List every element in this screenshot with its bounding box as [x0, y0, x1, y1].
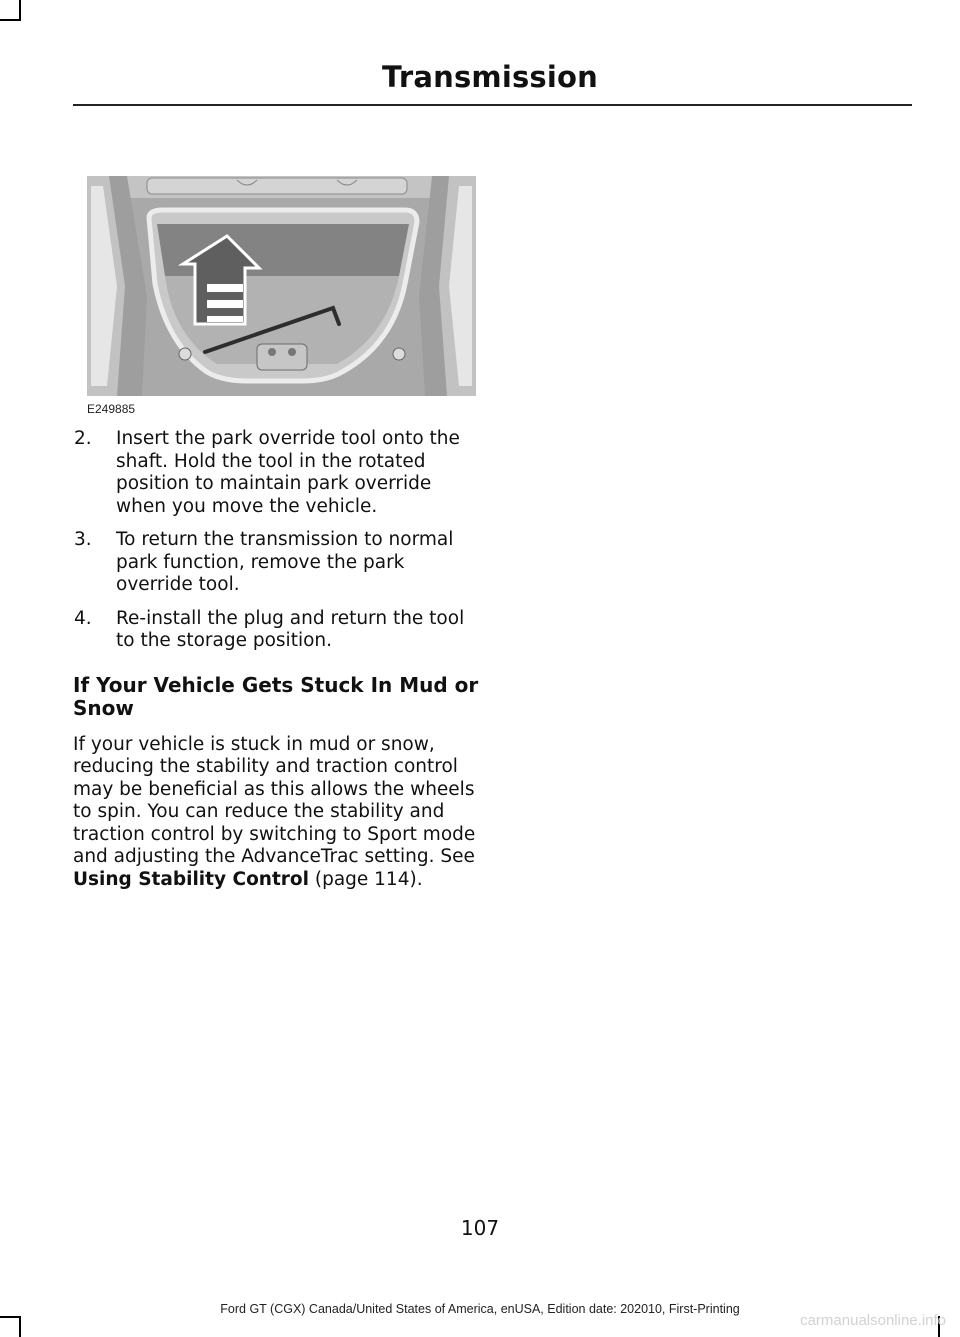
- step-text: Insert the park override tool onto the shaft. Hold the tool in the rotated position to maintain park override when you move the vehicle.: [116, 428, 460, 517]
- section-heading: If Your Vehicle Gets Stuck In Mud or Snow: [73, 672, 479, 720]
- footer-edition-note: Ford GT (CGX) Canada/United States of America, enUSA, Edition date: 202010, First-Printing: [220, 1302, 740, 1316]
- section-paragraph: [73, 734, 483, 892]
- step-number: 4.: [74, 607, 92, 629]
- step-item: [73, 608, 483, 653]
- crop-mark: [0, 19, 21, 21]
- page-number: 107: [460, 1216, 500, 1240]
- step-text: Re-install the plug and return the tool to the storage position.: [116, 607, 465, 651]
- page-reference: (page 114).: [314, 868, 423, 890]
- cross-reference-link[interactable]: Using Stability Control: [73, 868, 309, 890]
- figure-id: E249885: [87, 402, 136, 416]
- crop-mark: [19, 0, 21, 20]
- step-item: [73, 428, 483, 518]
- step-text: To return the transmission to normal park function, remove the park override tool.: [116, 529, 454, 595]
- crop-mark: [0, 1316, 21, 1318]
- main-content: [73, 428, 483, 891]
- step-number: 3.: [74, 529, 92, 550]
- step-number: 2.: [74, 428, 92, 449]
- watermark: carmanualsonline.info: [800, 1312, 946, 1329]
- header-divider: [73, 104, 912, 106]
- page-title: Transmission: [382, 60, 598, 94]
- step-item: [73, 529, 483, 597]
- park-override-illustration: [87, 176, 476, 396]
- crop-mark: [19, 1316, 21, 1337]
- paragraph-text: If your vehicle is stuck in mud or snow, reducing the stability and traction control may be beneficial as this allows the wheels to spin. You can reduce the stability and traction control by switching to Sport mode and adjusting the AdvanceTrac setting. See: [73, 733, 476, 867]
